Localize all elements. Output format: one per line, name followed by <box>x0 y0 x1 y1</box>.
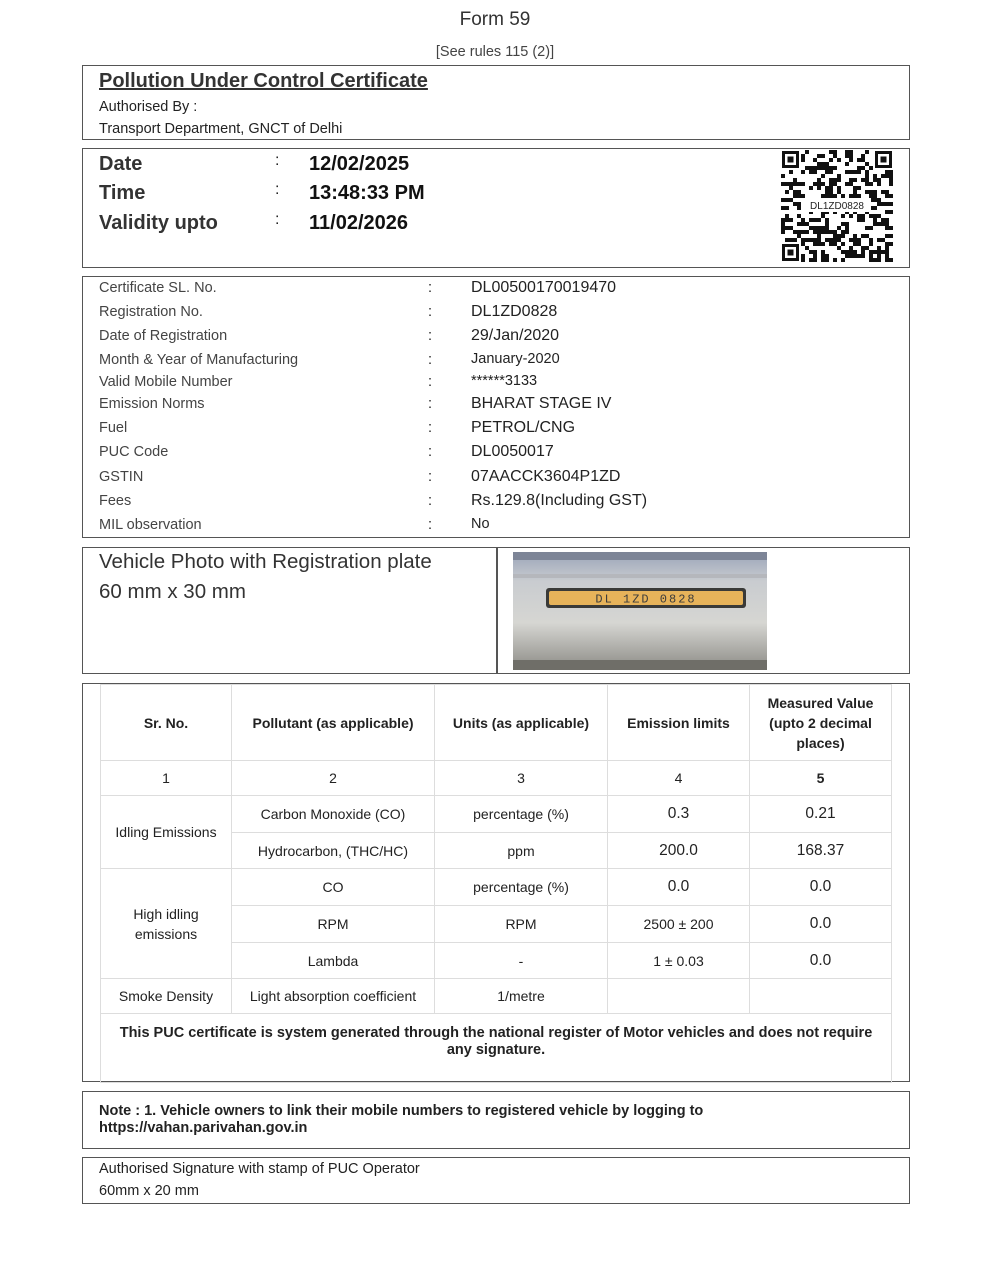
detail-label: MIL observation <box>99 517 202 533</box>
column-number: 1 <box>101 761 232 796</box>
date-colon: : <box>275 152 280 169</box>
detail-row <box>83 491 909 513</box>
photo-caption: Vehicle Photo with Registration plate <box>99 550 432 573</box>
rules-reference: [See rules 115 (2)] <box>435 44 555 60</box>
validity-value: 11/02/2026 <box>309 212 408 234</box>
measured-cell: 0.21 <box>750 796 892 833</box>
qr-label: DL1ZD0828 <box>810 201 864 212</box>
units-cell: percentage (%) <box>435 796 608 833</box>
emissions-table-section <box>82 683 910 1082</box>
detail-row <box>83 394 909 416</box>
limit-cell <box>608 979 750 1014</box>
detail-row <box>83 326 909 348</box>
validity-label: Validity upto <box>99 212 218 234</box>
detail-label: Emission Norms <box>99 396 205 412</box>
header-measured: Measured Value (upto 2 decimal places) <box>750 685 892 761</box>
detail-row <box>83 372 909 394</box>
header-sr-no: Sr. No. <box>101 685 232 761</box>
column-number: 4 <box>608 761 750 796</box>
limit-cell: 0.3 <box>608 796 750 833</box>
column-number: 5 <box>750 761 892 796</box>
date-validity-section <box>82 148 910 268</box>
photo-divider <box>496 547 498 673</box>
detail-row <box>83 515 909 537</box>
authorised-by-label: Authorised By : <box>99 99 198 115</box>
header-pollutant: Pollutant (as applicable) <box>232 685 435 761</box>
limit-cell: 0.0 <box>608 869 750 906</box>
signature-section <box>82 1157 910 1204</box>
signature-size: 60mm x 20 mm <box>99 1183 199 1199</box>
limit-cell: 1 ± 0.03 <box>608 943 750 979</box>
photo-size: 60 mm x 30 mm <box>99 580 246 603</box>
measured-cell: 0.0 <box>750 906 892 943</box>
certificate-title: Pollution Under Control Certificate <box>99 70 428 92</box>
detail-row <box>83 467 909 489</box>
detail-label: Registration No. <box>99 304 203 320</box>
detail-label: Valid Mobile Number <box>99 374 233 390</box>
detail-colon: : <box>428 280 433 296</box>
detail-value: No <box>471 516 490 532</box>
detail-row <box>83 302 909 324</box>
measured-cell: 0.0 <box>750 869 892 906</box>
pollutant-cell: CO <box>232 869 435 906</box>
pollutant-cell: RPM <box>232 906 435 943</box>
detail-value: ******3133 <box>471 373 538 389</box>
detail-value: Rs.129.8(Including GST) <box>471 492 648 509</box>
vehicle-photo-section <box>82 547 910 674</box>
detail-label: Month & Year of Manufacturing <box>99 352 299 368</box>
detail-colon: : <box>428 352 433 368</box>
units-cell: percentage (%) <box>435 869 608 906</box>
time-value: 13:48:33 PM <box>309 182 425 204</box>
detail-colon: : <box>428 374 433 390</box>
date-label: Date <box>99 153 143 175</box>
authority-name: Transport Department, GNCT of Delhi <box>99 121 343 137</box>
detail-row <box>83 350 909 372</box>
detail-colon: : <box>428 420 433 436</box>
detail-colon: : <box>428 396 433 412</box>
pollutant-cell: Carbon Monoxide (CO) <box>232 796 435 833</box>
units-cell: - <box>435 943 608 979</box>
time-label: Time <box>99 182 146 204</box>
detail-label: Fuel <box>99 420 128 436</box>
note-section <box>82 1091 910 1149</box>
column-number: 2 <box>232 761 435 796</box>
detail-row <box>83 442 909 464</box>
detail-value: BHARAT STAGE IV <box>471 395 612 412</box>
certificate-header <box>82 65 910 140</box>
detail-value: PETROL/CNG <box>471 419 576 436</box>
measured-cell <box>750 979 892 1014</box>
form-title: Form 59 <box>459 9 531 30</box>
high-idling-group-label: High idling emissions <box>101 869 232 979</box>
units-cell: RPM <box>435 906 608 943</box>
note-text: Note : 1. Vehicle owners to link their mobile numbers to registered vehicle by logging to https://vahan.parivahan.gov.in <box>99 1103 704 1136</box>
units-cell: 1/metre <box>435 979 608 1014</box>
measured-cell: 0.0 <box>750 943 892 979</box>
detail-label: Date of Registration <box>99 328 228 344</box>
detail-colon: : <box>428 517 433 533</box>
detail-colon: : <box>428 469 433 485</box>
detail-row <box>83 418 909 440</box>
emissions-table <box>100 684 892 1083</box>
vehicle-plate-photo <box>513 552 767 670</box>
limit-cell: 200.0 <box>608 833 750 869</box>
detail-value: 07AACCK3604P1ZD <box>471 468 621 485</box>
qr-code-icon <box>781 150 893 262</box>
detail-value: DL00500170019470 <box>471 279 617 296</box>
pollutant-cell: Light absorption coefficient <box>232 979 435 1014</box>
system-generated-note: This PUC certificate is system generated through the national register of Motor vehicles and does not require any signature. <box>101 1014 892 1083</box>
header-units: Units (as applicable) <box>435 685 608 761</box>
idling-group-label: Idling Emissions <box>101 796 232 869</box>
detail-colon: : <box>428 328 433 344</box>
detail-label: Fees <box>99 493 132 509</box>
pollutant-cell: Hydrocarbon, (THC/HC) <box>232 833 435 869</box>
plate-text: DL 1ZD 0828 <box>595 592 697 607</box>
header-limits: Emission limits <box>608 685 750 761</box>
time-colon: : <box>275 181 280 198</box>
detail-row <box>83 278 909 300</box>
validity-colon: : <box>275 211 280 228</box>
detail-label: GSTIN <box>99 469 144 485</box>
units-cell: ppm <box>435 833 608 869</box>
smoke-group-label: Smoke Density <box>101 979 232 1014</box>
detail-value: DL1ZD0828 <box>471 303 558 320</box>
signature-label: Authorised Signature with stamp of PUC Operator <box>99 1161 420 1177</box>
limit-cell: 2500 ± 200 <box>608 906 750 943</box>
pollutant-cell: Lambda <box>232 943 435 979</box>
detail-value: 29/Jan/2020 <box>471 327 560 344</box>
detail-value: January-2020 <box>471 351 560 367</box>
detail-label: Certificate SL. No. <box>99 280 217 296</box>
column-number: 3 <box>435 761 608 796</box>
detail-colon: : <box>428 444 433 460</box>
measured-cell: 168.37 <box>750 833 892 869</box>
detail-value: DL0050017 <box>471 443 554 460</box>
detail-colon: : <box>428 304 433 320</box>
detail-colon: : <box>428 493 433 509</box>
date-value: 12/02/2025 <box>309 153 410 175</box>
detail-label: PUC Code <box>99 444 169 460</box>
vehicle-details-section <box>82 276 910 538</box>
